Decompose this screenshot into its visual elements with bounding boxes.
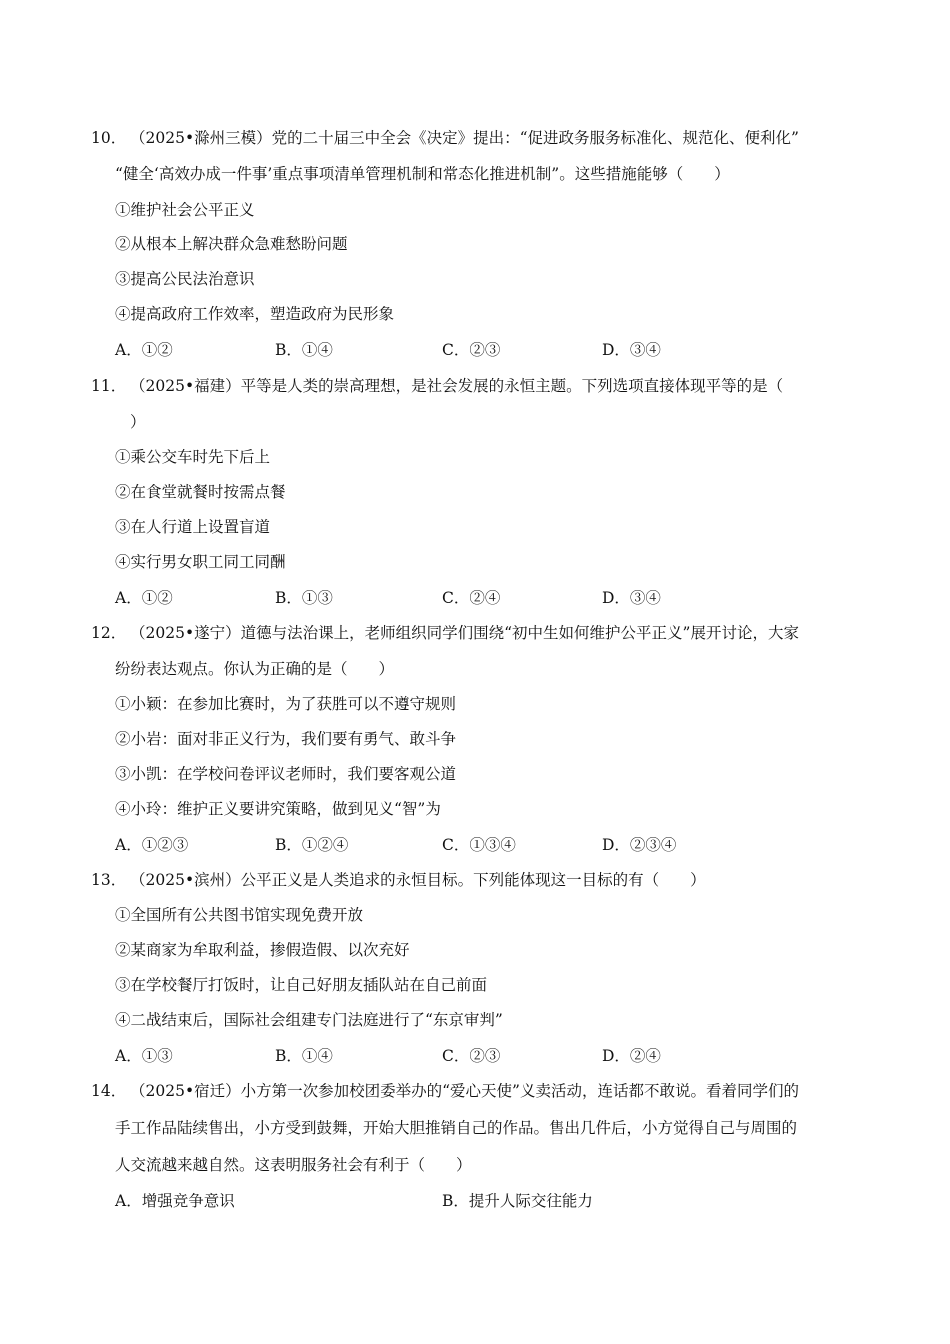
answer-choice-c[interactable]: C．②③	[442, 341, 501, 359]
statement-option: ③小凯：在学校问卷评议老师时，我们要客观公道	[115, 765, 457, 783]
statement-option: ④二战结束后，国际社会组建专门法庭进行了“东京审判”	[115, 1011, 503, 1029]
question-number: 11．	[91, 377, 127, 395]
answer-choice-b[interactable]: B．①②④	[275, 836, 349, 854]
statement-option: ②某商家为牟取利益，掺假造假、以次充好	[115, 941, 410, 959]
answer-choice-a[interactable]: A．①②③	[115, 836, 189, 854]
answer-choice-c[interactable]: C．②③	[442, 1047, 501, 1065]
answer-choice-b[interactable]: B．提升人际交往能力	[442, 1192, 593, 1210]
answer-choice-b[interactable]: B．①④	[275, 341, 333, 359]
answer-choice-d[interactable]: D．②④	[602, 1047, 661, 1065]
statement-option: ①维护社会公平正义	[115, 201, 255, 219]
question-stem: 纷纷表达观点。你认为正确的是（ ）	[115, 660, 395, 678]
question-stem: “健全‘高效办成一件事’重点事项清单管理机制和常态化推进机制”。这些措施能够（ ）	[115, 165, 730, 183]
question-stem: 手工作品陆续售出，小方受到鼓舞，开始大胆推销自己的作品。售出几件后，小方觉得自己与周围的	[115, 1119, 798, 1137]
answer-choice-d[interactable]: D．③④	[602, 341, 661, 359]
answer-choice-a[interactable]: A．①③	[115, 1047, 173, 1065]
statement-option: ③提高公民法治意识	[115, 270, 255, 288]
question-number: 14．	[91, 1082, 127, 1100]
question-stem: ）	[130, 413, 146, 431]
answer-choice-a[interactable]: A．①②	[115, 589, 173, 607]
statement-option: ④实行男女职工同工同酬	[115, 553, 286, 571]
answer-choice-a[interactable]: A．增强竞争意识	[115, 1192, 235, 1210]
statement-option: ④小玲：维护正义要讲究策略，做到见义“智”为	[115, 800, 441, 818]
answer-choice-b[interactable]: B．①③	[275, 589, 333, 607]
statement-option: ④提高政府工作效率，塑造政府为民形象	[115, 305, 395, 323]
question-stem: （2025•宿迁）小方第一次参加校团委举办的“爱心天使”义卖活动，连话都不敢说。看着同学们的	[130, 1082, 799, 1100]
answer-choice-c[interactable]: C．②④	[442, 589, 501, 607]
question-stem: （2025•滁州三模）党的二十届三中全会《决定》提出：“促进政务服务标准化、规范化、便利化”	[130, 129, 799, 147]
statement-option: ③在人行道上设置盲道	[115, 518, 271, 536]
statement-option: ②小岩：面对非正义行为，我们要有勇气、敢斗争	[115, 730, 457, 748]
statement-option: ②在食堂就餐时按需点餐	[115, 483, 286, 501]
question-stem: 人交流越来越自然。这表明服务社会有利于（ ）	[115, 1156, 472, 1174]
answer-choice-d[interactable]: D．②③④	[602, 836, 677, 854]
answer-choice-b[interactable]: B．①④	[275, 1047, 333, 1065]
answer-choice-c[interactable]: C．①③④	[442, 836, 516, 854]
statement-option: ①小颖：在参加比赛时，为了获胜可以不遵守规则	[115, 695, 457, 713]
statement-option: ①乘公交车时先下后上	[115, 448, 271, 466]
question-stem: （2025•福建）平等是人类的崇高理想，是社会发展的永恒主题。下列选项直接体现平等的是（	[130, 377, 784, 395]
statement-option: ②从根本上解决群众急难愁盼问题	[115, 235, 348, 253]
question-number: 13．	[91, 871, 127, 889]
answer-choice-a[interactable]: A．①②	[115, 341, 173, 359]
statement-option: ③在学校餐厅打饭时，让自己好朋友插队站在自己前面	[115, 976, 488, 994]
question-stem: （2025•滨州）公平正义是人类追求的永恒目标。下列能体现这一目标的有（ ）	[130, 871, 706, 889]
question-stem: （2025•遂宁）道德与法治课上，老师组织同学们围绕“初中生如何维护公平正义”展开讨论，大家	[130, 624, 799, 642]
answer-choice-d[interactable]: D．③④	[602, 589, 661, 607]
question-number: 12．	[91, 624, 127, 642]
question-number: 10．	[91, 129, 127, 147]
statement-option: ①全国所有公共图书馆实现免费开放	[115, 906, 364, 924]
